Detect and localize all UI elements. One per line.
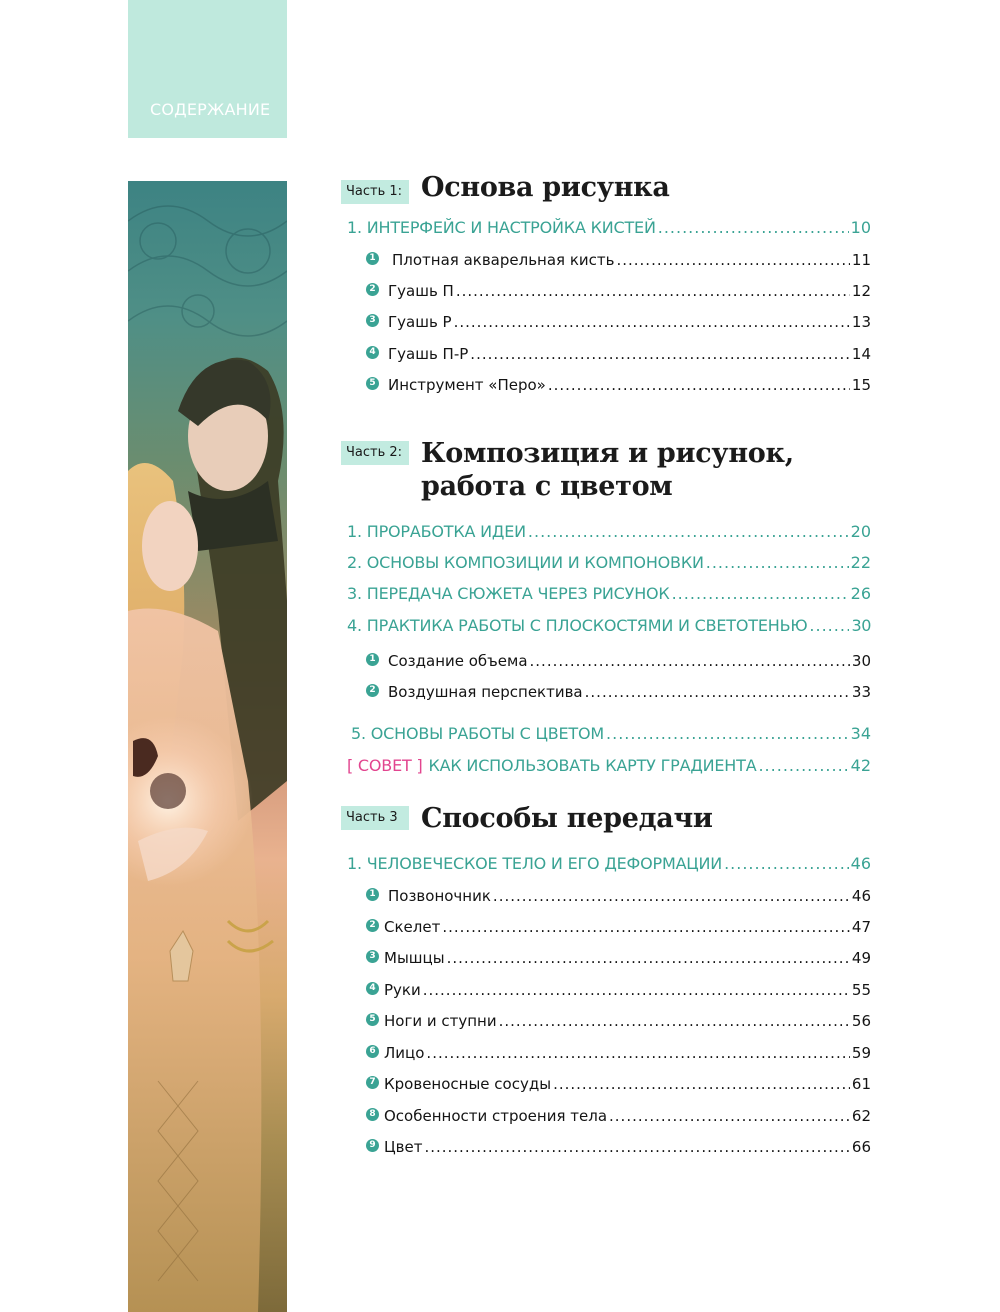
entry-label: Воздушная перспектива bbox=[388, 683, 583, 701]
dot-leader bbox=[493, 887, 850, 902]
page-number: 66 bbox=[851, 1138, 871, 1156]
page-number: 11 bbox=[851, 251, 871, 269]
number-bullet-icon: 1 bbox=[366, 653, 379, 666]
page-number: 30 bbox=[851, 652, 871, 670]
toc-entry-p3-sub7[interactable] bbox=[384, 1075, 871, 1093]
number-bullet-icon: 4 bbox=[366, 346, 379, 359]
dot-leader bbox=[426, 1044, 849, 1059]
toc-entry-p3-sub1[interactable] bbox=[388, 887, 871, 905]
number-bullet-icon: 2 bbox=[366, 919, 379, 932]
entry-label: Инструмент «Перо» bbox=[388, 376, 546, 394]
entry-label: Создание объема bbox=[388, 652, 528, 670]
page-number: 33 bbox=[851, 683, 871, 701]
dot-leader bbox=[456, 282, 850, 297]
entry-label: 1. ПРОРАБОТКА ИДЕИ bbox=[347, 522, 526, 541]
page-number: 34 bbox=[850, 724, 871, 743]
dot-leader bbox=[758, 756, 848, 772]
number-bullet-icon: 2 bbox=[366, 283, 379, 296]
page-number: 46 bbox=[851, 887, 871, 905]
entry-label: 1. ЧЕЛОВЕЧЕСКОЕ ТЕЛО И ЕГО ДЕФОРМАЦИИ bbox=[347, 854, 723, 873]
entry-label: Позвоночник bbox=[388, 887, 491, 905]
dot-leader bbox=[672, 584, 849, 600]
toc-entry-p2-sub2[interactable] bbox=[388, 683, 871, 701]
number-bullet-icon: 1 bbox=[366, 888, 379, 901]
dot-leader bbox=[724, 854, 849, 870]
dot-leader bbox=[658, 218, 849, 234]
dot-leader bbox=[548, 376, 850, 391]
entry-label: Скелет bbox=[384, 918, 441, 936]
number-bullet-icon: 1 bbox=[366, 252, 379, 265]
toc-entry-p1-sub1[interactable] bbox=[392, 251, 871, 269]
tip-badge: [ СОВЕТ ] bbox=[347, 756, 423, 775]
entry-label: Гуашь П bbox=[388, 282, 454, 300]
page-number: 20 bbox=[850, 522, 871, 541]
dot-leader bbox=[528, 522, 849, 538]
toc-entry-p2-ch2[interactable] bbox=[347, 553, 871, 572]
part-3-title: Способы передачи bbox=[421, 803, 713, 834]
number-bullet-icon: 5 bbox=[366, 377, 379, 390]
page-number: 46 bbox=[850, 854, 871, 873]
page-number: 14 bbox=[851, 345, 871, 363]
number-bullet-icon: 9 bbox=[366, 1139, 379, 1152]
toc-entry-p3-sub3[interactable] bbox=[384, 949, 871, 967]
toc-entry-p2-ch5[interactable] bbox=[351, 724, 871, 743]
page-number: 10 bbox=[850, 218, 871, 237]
entry-label: Руки bbox=[384, 981, 421, 999]
page-number: 62 bbox=[851, 1107, 871, 1125]
dot-leader bbox=[442, 918, 850, 933]
toc-entry-p1-sub5[interactable] bbox=[388, 376, 871, 394]
entry-label: Гуашь Р bbox=[388, 313, 452, 331]
number-bullet-icon: 2 bbox=[366, 684, 379, 697]
toc-entry-p3-sub2[interactable] bbox=[384, 918, 871, 936]
dot-leader bbox=[809, 616, 849, 632]
entry-label: Гуашь П-Р bbox=[388, 345, 469, 363]
part-1-tag: Часть 1: bbox=[341, 180, 409, 204]
number-bullet-icon: 3 bbox=[366, 950, 379, 963]
dot-leader bbox=[606, 724, 849, 740]
entry-label: Лицо bbox=[384, 1044, 425, 1062]
page-number: 22 bbox=[850, 553, 871, 572]
toc-entry-p3-sub6[interactable] bbox=[384, 1044, 871, 1062]
toc-entry-p1-ch1[interactable] bbox=[347, 218, 871, 237]
page-number: 13 bbox=[851, 313, 871, 331]
dot-leader bbox=[616, 251, 849, 266]
dot-leader bbox=[447, 949, 850, 964]
entry-label: Мышцы bbox=[384, 949, 445, 967]
toc-entry-p2-ch3[interactable] bbox=[347, 584, 871, 603]
part-2-title-line2: работа с цветом bbox=[421, 471, 673, 502]
entry-label: Ноги и ступни bbox=[384, 1012, 497, 1030]
entry-label: КАК ИСПОЛЬЗОВАТЬ КАРТУ ГРАДИЕНТА bbox=[428, 756, 757, 775]
page-number: 56 bbox=[851, 1012, 871, 1030]
toc-entry-p3-sub8[interactable] bbox=[384, 1107, 871, 1125]
dot-leader bbox=[499, 1012, 850, 1027]
number-bullet-icon: 8 bbox=[366, 1108, 379, 1121]
part-1-title: Основа рисунка bbox=[421, 172, 670, 203]
toc-entry-p3-sub5[interactable] bbox=[384, 1012, 871, 1030]
toc-entry-p2-ch1[interactable] bbox=[347, 522, 871, 541]
page-number: 42 bbox=[850, 756, 871, 775]
page-number: 47 bbox=[851, 918, 871, 936]
entry-label: 5. ОСНОВЫ РАБОТЫ С ЦВЕТОМ bbox=[351, 724, 605, 743]
toc-entry-p3-sub4[interactable] bbox=[384, 981, 871, 999]
part-2-tag: Часть 2: bbox=[341, 441, 409, 465]
entry-label: 3. ПЕРЕДАЧА СЮЖЕТА ЧЕРЕЗ РИСУНОК bbox=[347, 584, 670, 603]
entry-label: Плотная акварельная кисть bbox=[392, 251, 615, 269]
toc-entry-p1-sub3[interactable] bbox=[388, 313, 871, 331]
toc-entry-p3-sub9[interactable] bbox=[384, 1138, 871, 1156]
number-bullet-icon: 5 bbox=[366, 1013, 379, 1026]
entry-label: 1. ИНТЕРФЕЙС И НАСТРОЙКА КИСТЕЙ bbox=[347, 218, 656, 237]
toc-entry-p1-sub4[interactable] bbox=[388, 345, 871, 363]
page-number: 55 bbox=[851, 981, 871, 999]
dot-leader bbox=[553, 1075, 850, 1090]
toc-entry-p2-sub1[interactable] bbox=[388, 652, 871, 670]
toc-entry-p2-tip[interactable] bbox=[347, 756, 871, 775]
entry-label: Цвет bbox=[384, 1138, 423, 1156]
number-bullet-icon: 3 bbox=[366, 314, 379, 327]
dot-leader bbox=[423, 981, 850, 996]
page-number: 26 bbox=[850, 584, 871, 603]
page-number: 12 bbox=[851, 282, 871, 300]
number-bullet-icon: 4 bbox=[366, 982, 379, 995]
dot-leader bbox=[585, 683, 850, 698]
section-header-label: СОДЕРЖАНИЕ bbox=[150, 100, 271, 119]
number-bullet-icon: 7 bbox=[366, 1076, 379, 1089]
dot-leader bbox=[609, 1107, 850, 1122]
number-bullet-icon: 6 bbox=[366, 1045, 379, 1058]
page-number: 49 bbox=[851, 949, 871, 967]
dot-leader bbox=[470, 345, 850, 360]
dot-leader bbox=[706, 553, 849, 569]
part-3-tag: Часть 3 bbox=[341, 806, 409, 830]
page-number: 59 bbox=[851, 1044, 871, 1062]
entry-label: 2. ОСНОВЫ КОМПОЗИЦИИ И КОМПОНОВКИ bbox=[347, 553, 704, 572]
dot-leader bbox=[454, 313, 850, 328]
entry-label: Особенности строения тела bbox=[384, 1107, 608, 1125]
entry-label: 4. ПРАКТИКА РАБОТЫ С ПЛОСКОСТЯМИ И СВЕТОТЕНЬЮ bbox=[347, 616, 808, 635]
dot-leader bbox=[530, 652, 850, 667]
dot-leader bbox=[424, 1138, 849, 1153]
toc-entry-p2-ch4[interactable] bbox=[347, 616, 871, 635]
page-number: 30 bbox=[851, 616, 871, 635]
toc-entry-p1-sub2[interactable] bbox=[388, 282, 871, 300]
page-number: 15 bbox=[851, 376, 871, 394]
entry-label: Кровеносные сосуды bbox=[384, 1075, 552, 1093]
toc-entry-p3-ch1[interactable] bbox=[347, 854, 871, 873]
part-2-title-line1: Композиция и рисунок, bbox=[421, 438, 794, 469]
page-number: 61 bbox=[851, 1075, 871, 1093]
